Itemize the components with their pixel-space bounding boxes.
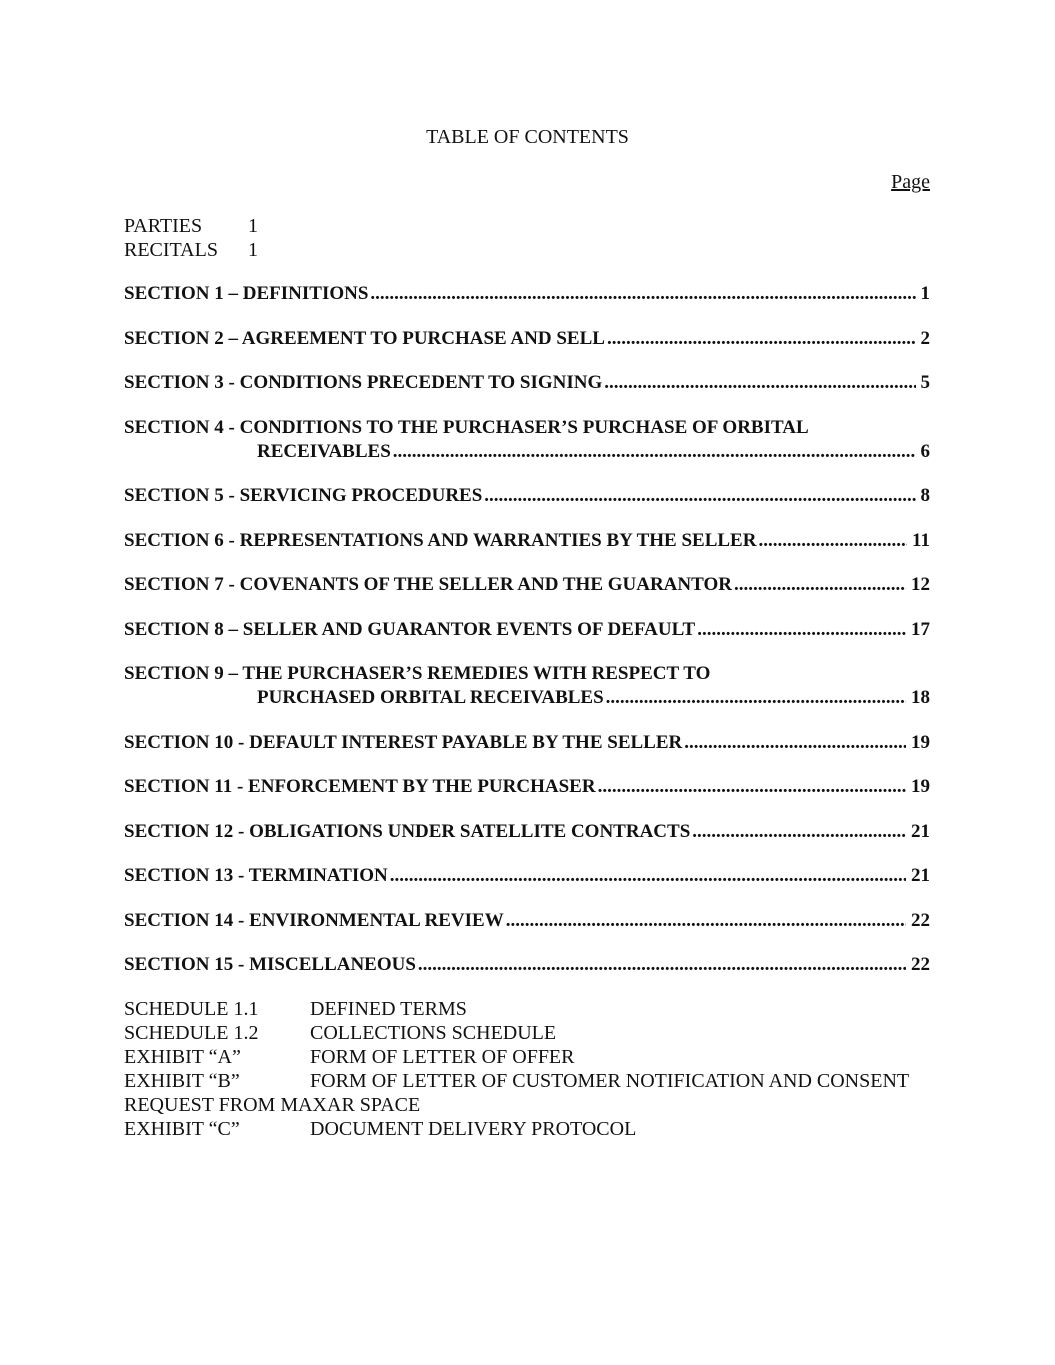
toc-title: TABLE OF CONTENTS: [426, 126, 629, 148]
toc-entry-section-15[interactable]: [124, 953, 930, 977]
schedule-label: SCHEDULE 1.1: [124, 998, 259, 1020]
section-page: 6: [920, 440, 930, 462]
toc-entry-section-10[interactable]: [124, 731, 930, 755]
schedule-row: [124, 1021, 930, 1045]
dot-leader: [418, 953, 906, 977]
toc-entry-section-11[interactable]: [124, 775, 930, 799]
toc-entry-section-4[interactable]: [124, 416, 930, 464]
section-page: 22: [911, 954, 930, 975]
toc-entry-section-5[interactable]: [124, 484, 930, 508]
section-title: SECTION 14 - ENVIRONMENTAL REVIEW: [124, 909, 504, 931]
front-matter-label: RECITALS: [124, 239, 218, 261]
section-title: SECTION 13 - TERMINATION: [124, 865, 388, 886]
section-title: SECTION 12 - OBLIGATIONS UNDER SATELLITE CONTRACTS: [124, 820, 691, 842]
section-title: SECTION 3 - CONDITIONS PRECEDENT TO SIGNING: [124, 372, 603, 393]
toc-entry-section-13[interactable]: [124, 864, 930, 888]
schedule-label: EXHIBIT “A”: [124, 1046, 241, 1068]
dot-leader: [370, 282, 915, 306]
page-column-header: Page: [891, 171, 930, 193]
section-page: 19: [911, 776, 930, 797]
toc-entry-section-6[interactable]: [124, 529, 930, 553]
front-matter-row: [124, 238, 258, 262]
toc-entry-section-7[interactable]: [124, 573, 930, 597]
schedule-title-continuation: REQUEST FROM MAXAR SPACE: [124, 1094, 421, 1116]
section-title: SECTION 9 – THE PURCHASER’S REMEDIES WITH RESPECT TO: [124, 663, 711, 684]
section-title: SECTION 7 - COVENANTS OF THE SELLER AND THE GUARANTOR: [124, 574, 732, 595]
dot-leader: [598, 775, 906, 799]
front-matter-page: 1: [248, 215, 258, 237]
schedule-label: EXHIBIT “C”: [124, 1118, 240, 1140]
section-page: 12: [911, 574, 930, 595]
front-matter-list: [124, 214, 258, 262]
front-matter-page: 1: [248, 239, 258, 261]
section-title-continuation: PURCHASED ORBITAL RECEIVABLES: [257, 687, 604, 708]
section-title: SECTION 4 - CONDITIONS TO THE PURCHASER’S PURCHASE OF ORBITAL: [124, 416, 809, 438]
section-page: 21: [911, 820, 930, 842]
sections-list: [124, 282, 930, 998]
schedules-list: [124, 997, 930, 1141]
schedule-title: DEFINED TERMS: [310, 998, 467, 1020]
dot-leader: [393, 440, 916, 464]
front-matter-label: PARTIES: [124, 215, 203, 237]
dot-leader: [692, 820, 906, 844]
dot-leader: [697, 618, 906, 642]
section-page: 8: [920, 485, 930, 506]
schedule-row: [124, 1045, 930, 1069]
section-page: 2: [920, 327, 930, 349]
schedule-row: [124, 1117, 930, 1141]
dot-leader: [684, 731, 906, 755]
dot-leader: [606, 686, 906, 710]
section-title-continuation: RECEIVABLES: [257, 440, 391, 462]
dot-leader: [484, 484, 915, 508]
section-page: 19: [911, 731, 930, 753]
schedule-label: SCHEDULE 1.2: [124, 1022, 259, 1044]
schedule-row: [124, 1069, 930, 1093]
schedule-row: [124, 997, 930, 1021]
section-title: SECTION 1 – DEFINITIONS: [124, 283, 369, 304]
toc-entry-section-1[interactable]: [124, 282, 930, 306]
section-page: 21: [911, 865, 930, 886]
dot-leader: [607, 327, 916, 351]
schedule-title: COLLECTIONS SCHEDULE: [310, 1022, 557, 1044]
dot-leader: [758, 529, 907, 553]
section-title: SECTION 11 - ENFORCEMENT BY THE PURCHASER: [124, 776, 596, 797]
section-title: SECTION 2 – AGREEMENT TO PURCHASE AND SELL: [124, 327, 605, 349]
toc-entry-section-12[interactable]: [124, 820, 930, 844]
dot-leader: [604, 371, 915, 395]
section-title: SECTION 6 - REPRESENTATIONS AND WARRANTIES BY THE SELLER: [124, 529, 757, 551]
section-page: 1: [920, 283, 930, 304]
toc-entry-section-2[interactable]: [124, 327, 930, 351]
schedule-label: EXHIBIT “B”: [124, 1070, 240, 1092]
section-title: SECTION 5 - SERVICING PROCEDURES: [124, 485, 483, 506]
section-page: 11: [912, 529, 930, 551]
section-page: 22: [911, 909, 930, 931]
schedule-title: DOCUMENT DELIVERY PROTOCOL: [310, 1118, 637, 1140]
section-page: 18: [911, 687, 930, 708]
section-title: SECTION 10 - DEFAULT INTEREST PAYABLE BY THE SELLER: [124, 731, 683, 753]
section-page: 17: [911, 618, 930, 640]
toc-entry-section-9[interactable]: [124, 662, 930, 710]
dot-leader: [506, 909, 906, 933]
section-title: SECTION 15 - MISCELLANEOUS: [124, 954, 416, 975]
toc-entry-section-14[interactable]: [124, 909, 930, 933]
toc-entry-section-3[interactable]: [124, 371, 930, 395]
section-page: 5: [920, 372, 930, 393]
dot-leader: [734, 573, 906, 597]
dot-leader: [390, 864, 906, 888]
toc-entry-section-8[interactable]: [124, 618, 930, 642]
section-title: SECTION 8 – SELLER AND GUARANTOR EVENTS OF DEFAULT: [124, 618, 696, 640]
schedule-title: FORM OF LETTER OF CUSTOMER NOTIFICATION AND CONSENT: [310, 1070, 910, 1092]
front-matter-row: [124, 214, 258, 238]
schedule-title: FORM OF LETTER OF OFFER: [310, 1046, 575, 1068]
